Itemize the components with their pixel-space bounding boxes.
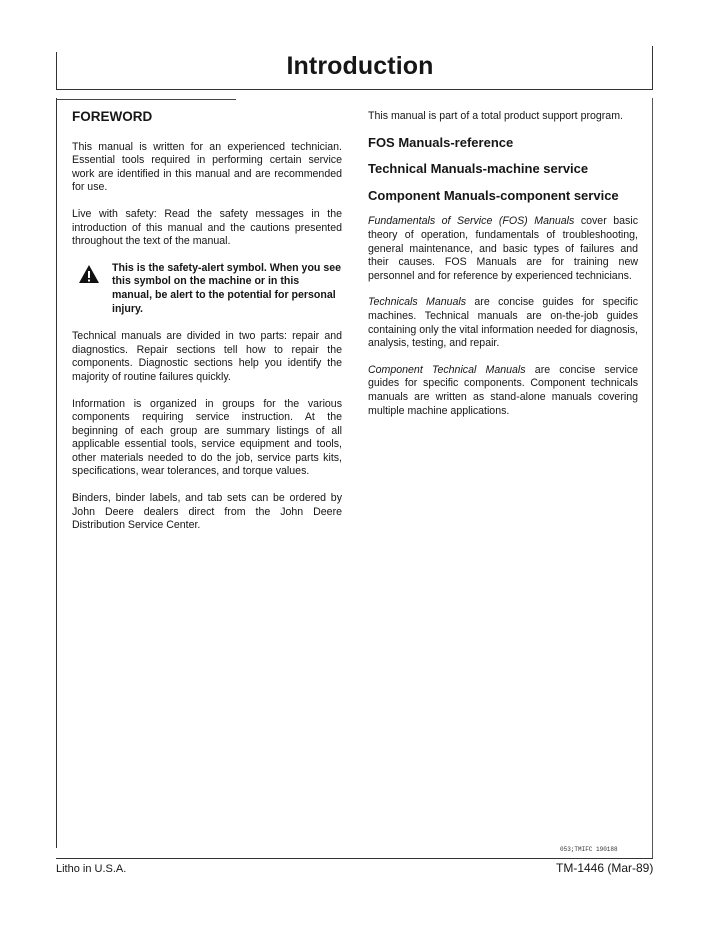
component-paragraph — [368, 364, 638, 418]
safety-alert-block — [72, 262, 342, 316]
fos-paragraph — [368, 215, 638, 283]
document-code: 053;TMIFC 190188 — [560, 846, 618, 853]
organization-paragraph: Information is organized in groups for the various components requiring service instruction. At the beginning of each group are summary listings of all applicable essential tools, service equipment and tools, other materials needed to do the job, service parts kits, specifications, wear tolerances, and torque values. — [72, 397, 342, 478]
frame-line — [652, 98, 653, 858]
fos-text: cover basic theory of operation, fundamentals of troubleshooting, general maintenance, and basic types of failures and their causes. FOS Manuals are for training new personnel and for reference by experienced technicians. — [368, 215, 638, 282]
technicals-paragraph — [368, 296, 638, 350]
fos-title: Fundamentals of Service (FOS) Manuals — [368, 215, 575, 228]
fos-heading: FOS Manuals-reference — [368, 134, 514, 150]
technical-heading: Technical Manuals-machine service — [368, 161, 589, 177]
technicals-text: are concise guides for specific machines. Technical manuals are on-the-job guides containing only the vital information needed for diagnosis, analysis, testing, and repair. — [368, 296, 638, 350]
component-text: are concise service guides for specific components. Component technicals manuals are written as stand-alone manuals covering multiple machine applications. — [368, 363, 638, 417]
left-column — [72, 110, 342, 546]
support-program-text: This manual is part of a total product support program. — [368, 110, 623, 122]
binders-paragraph: Binders, binder labels, and tab sets can be ordered by John Deere dealers direct from the John Deere Distribution Service Center. — [72, 492, 342, 532]
foreword-paragraph: This manual is written for an experienced technician. Essential tools required in performing certain service work are identified in this manual and are recommended for use. — [72, 140, 342, 194]
page-title: Introduction — [286, 52, 434, 80]
footer-litho: Litho in U.S.A. — [56, 863, 127, 875]
component-title: Component Technical Manuals — [368, 363, 526, 376]
safety-alert-text: This is the safety-alert symbol. When you see this symbol on the machine or in this manual, be alert to the potential for personal injury. — [112, 261, 342, 315]
technical-manuals-paragraph: Technical manuals are divided in two parts: repair and diagnostics. Repair sections tell how to repair the components. Diagnostic sections help you identify the majority of routine failures quickly. — [72, 330, 342, 383]
title-rule — [56, 89, 653, 90]
bottom-rule — [56, 858, 653, 859]
frame-line — [56, 98, 57, 848]
safety-alert-icon — [78, 264, 100, 284]
footer-manual-number: TM-1446 (Mar-89) — [556, 861, 654, 875]
technicals-title: Technicals Manuals — [368, 296, 467, 309]
foreword-heading: FOREWORD — [72, 109, 153, 124]
right-column — [368, 110, 638, 431]
frame-line — [56, 99, 236, 100]
component-heading: Component Manuals-component service — [368, 187, 619, 203]
safety-paragraph: Live with safety: Read the safety messages in the introduction of this manual and the cautions presented throughout the text of the manual. — [72, 207, 342, 248]
